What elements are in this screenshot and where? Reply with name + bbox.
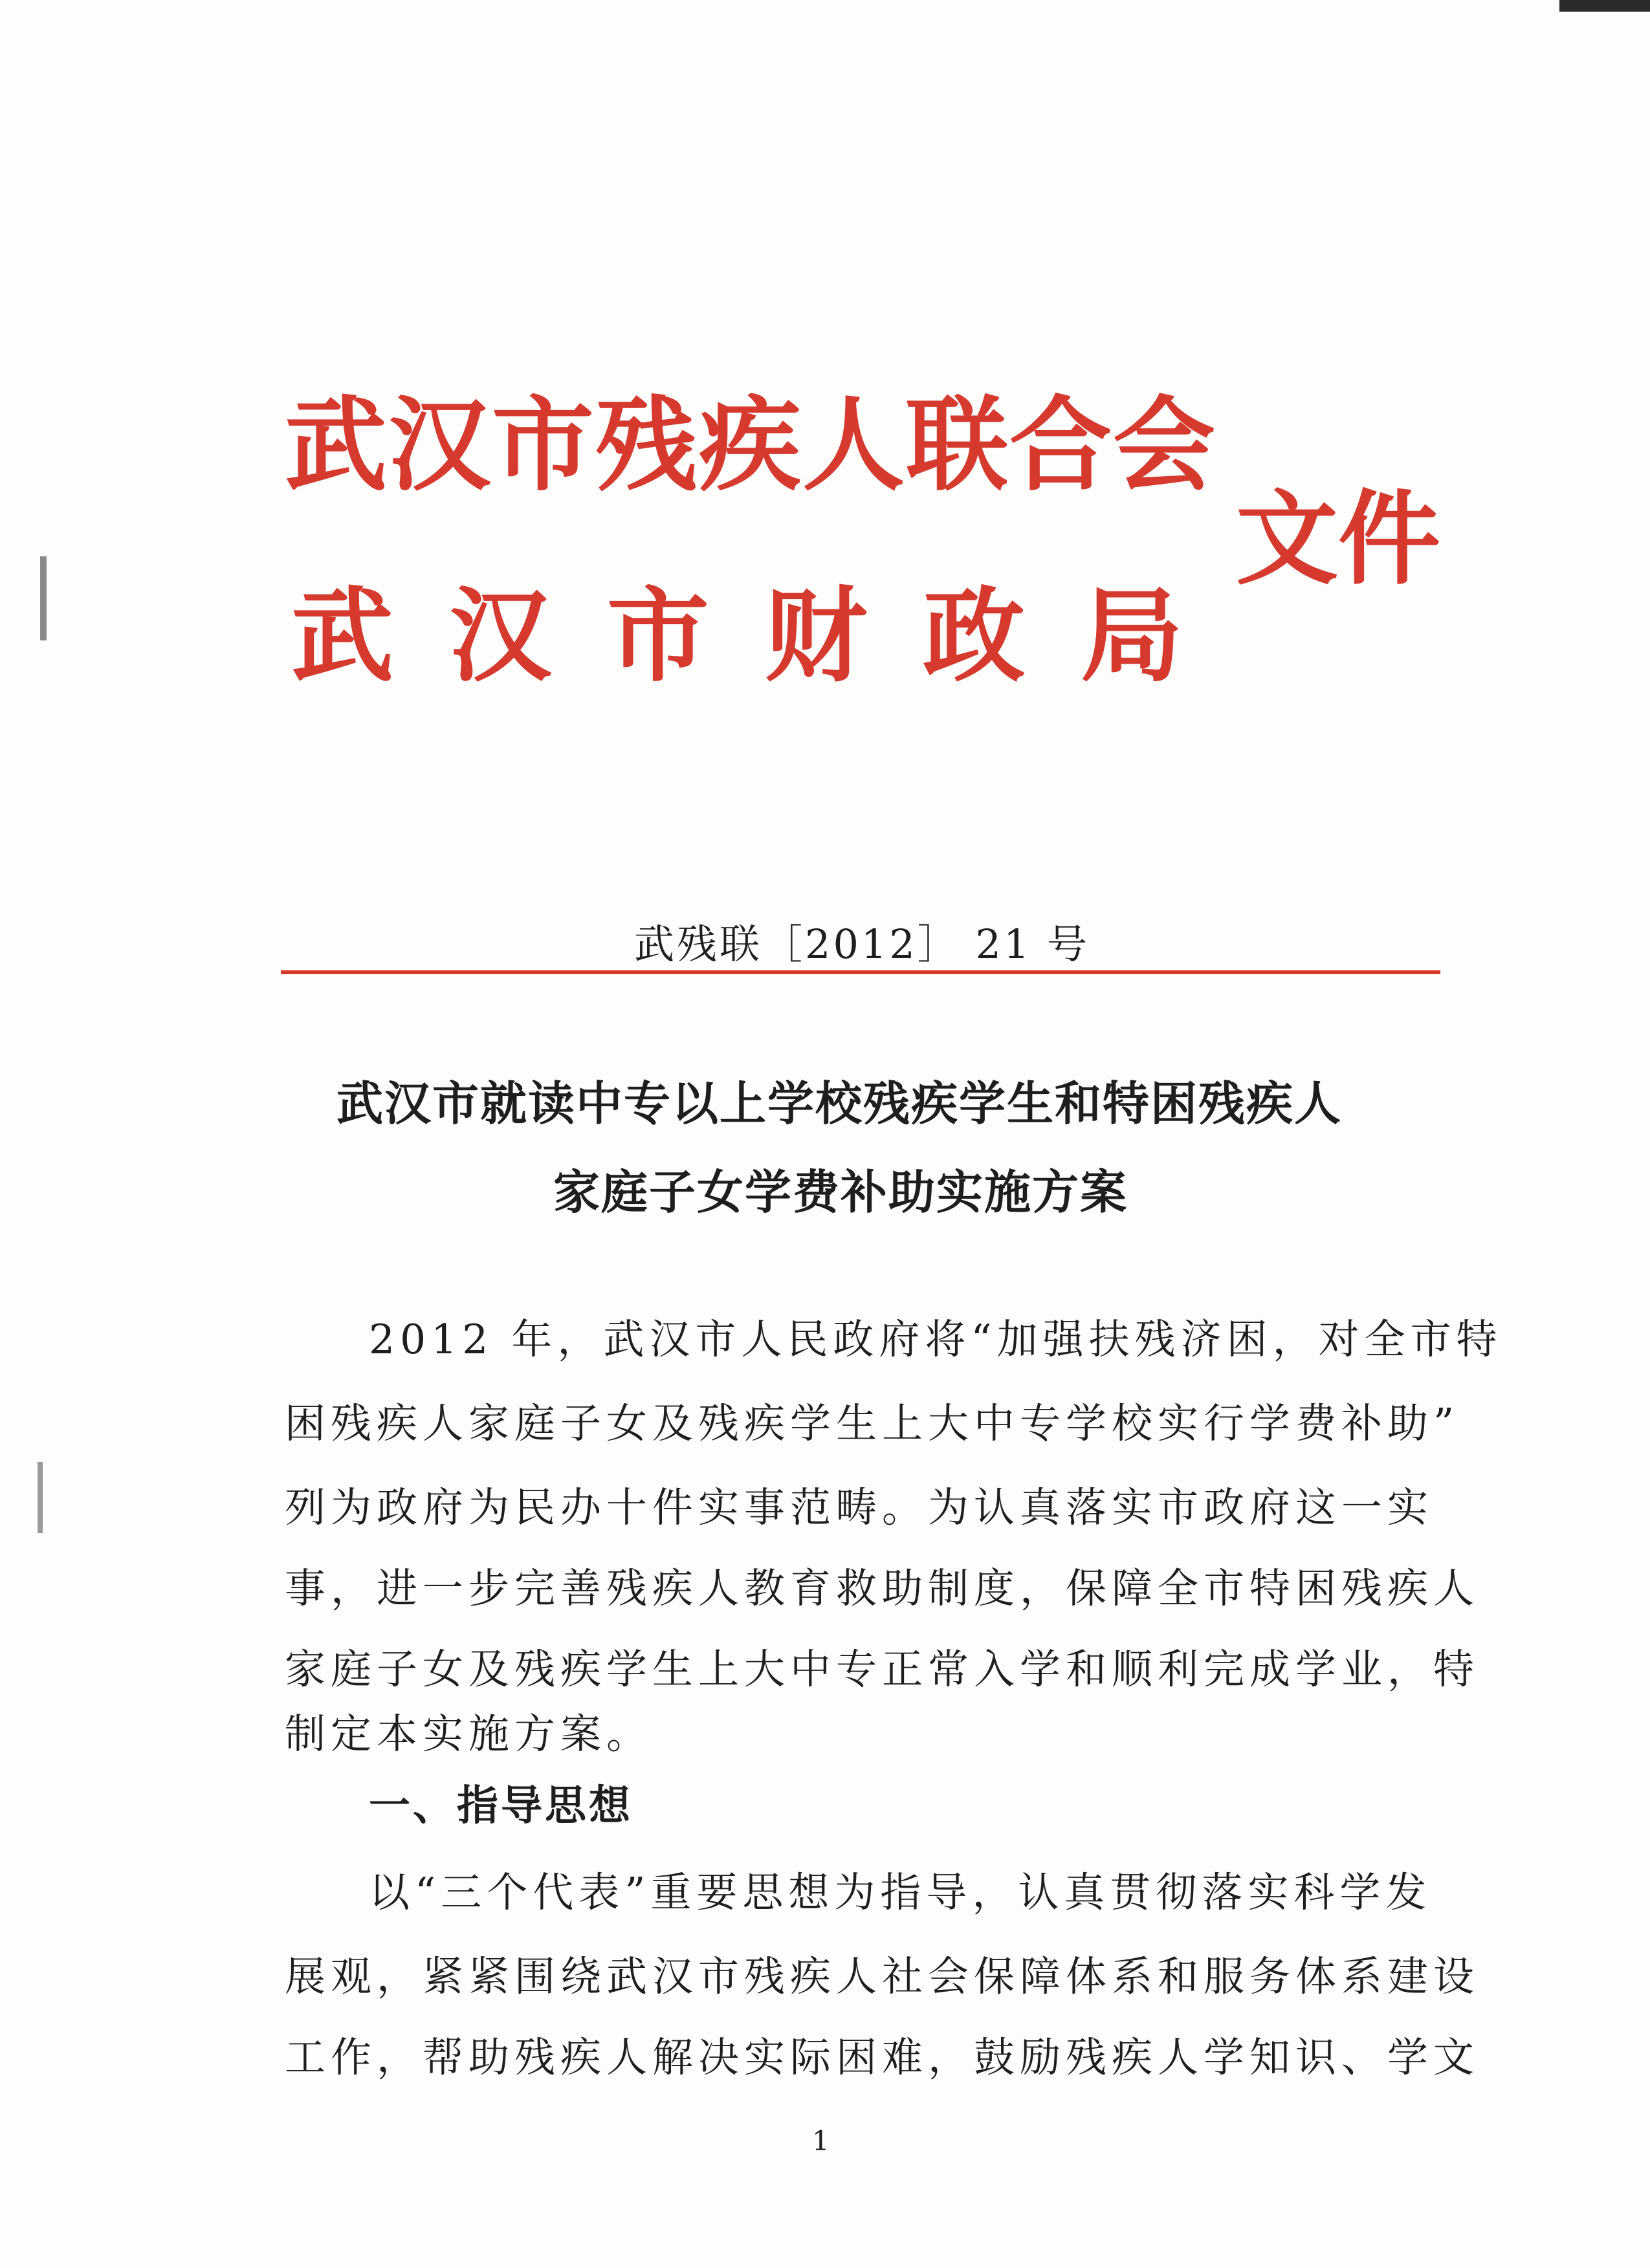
scan-binding-mark <box>38 1462 43 1533</box>
page-number: 1 <box>812 2125 830 2157</box>
body-line: 家庭子女及残疾学生上大中专正常入学和顺利完成学业，特 <box>285 1646 1479 1693</box>
section-heading: 一、指导思想 <box>369 1782 633 1830</box>
body-line: 制定本实施方案。 <box>285 1710 652 1758</box>
body-line: 事，进一步完善残疾人教育救助制度，保障全市特困残疾人 <box>285 1565 1479 1612</box>
body-line: 困残疾人家庭子女及残疾学生上大中专学校实行学费补助” <box>285 1400 1460 1447</box>
body-line: 展观，紧紧围绕武汉市残疾人社会保障体系和服务体系建设 <box>285 1953 1479 2000</box>
issuing-org-line-2: 武汉市财政局 <box>291 577 1238 696</box>
scan-edge-artifact <box>1559 0 1650 12</box>
document-title-line-2: 家庭子女学费补助实施方案 <box>553 1165 1128 1219</box>
body-line: 列为政府为民办十件实事范畴。为认真落实市政府这一实 <box>285 1484 1433 1531</box>
body-line: 以“三个代表”重要思想为指导，认真贯彻落实科学发 <box>369 1869 1432 1916</box>
scan-binding-mark <box>40 556 47 640</box>
document-title-line-1: 武汉市就读中专以上学校残疾学生和特困残疾人 <box>336 1076 1343 1131</box>
header-red-divider <box>281 970 1440 974</box>
issuing-org-line-1: 武汉市残疾人联合会 <box>285 386 1216 505</box>
document-number: 武残联［2012］ 21 号 <box>634 921 1090 968</box>
document-type-label: 文件 <box>1236 480 1440 599</box>
body-line: 2012 年，武汉市人民政府将“加强扶残济困，对全市特 <box>369 1316 1502 1363</box>
body-line: 工作，帮助残疾人解决实际困难，鼓励残疾人学知识、学文 <box>285 2034 1479 2081</box>
